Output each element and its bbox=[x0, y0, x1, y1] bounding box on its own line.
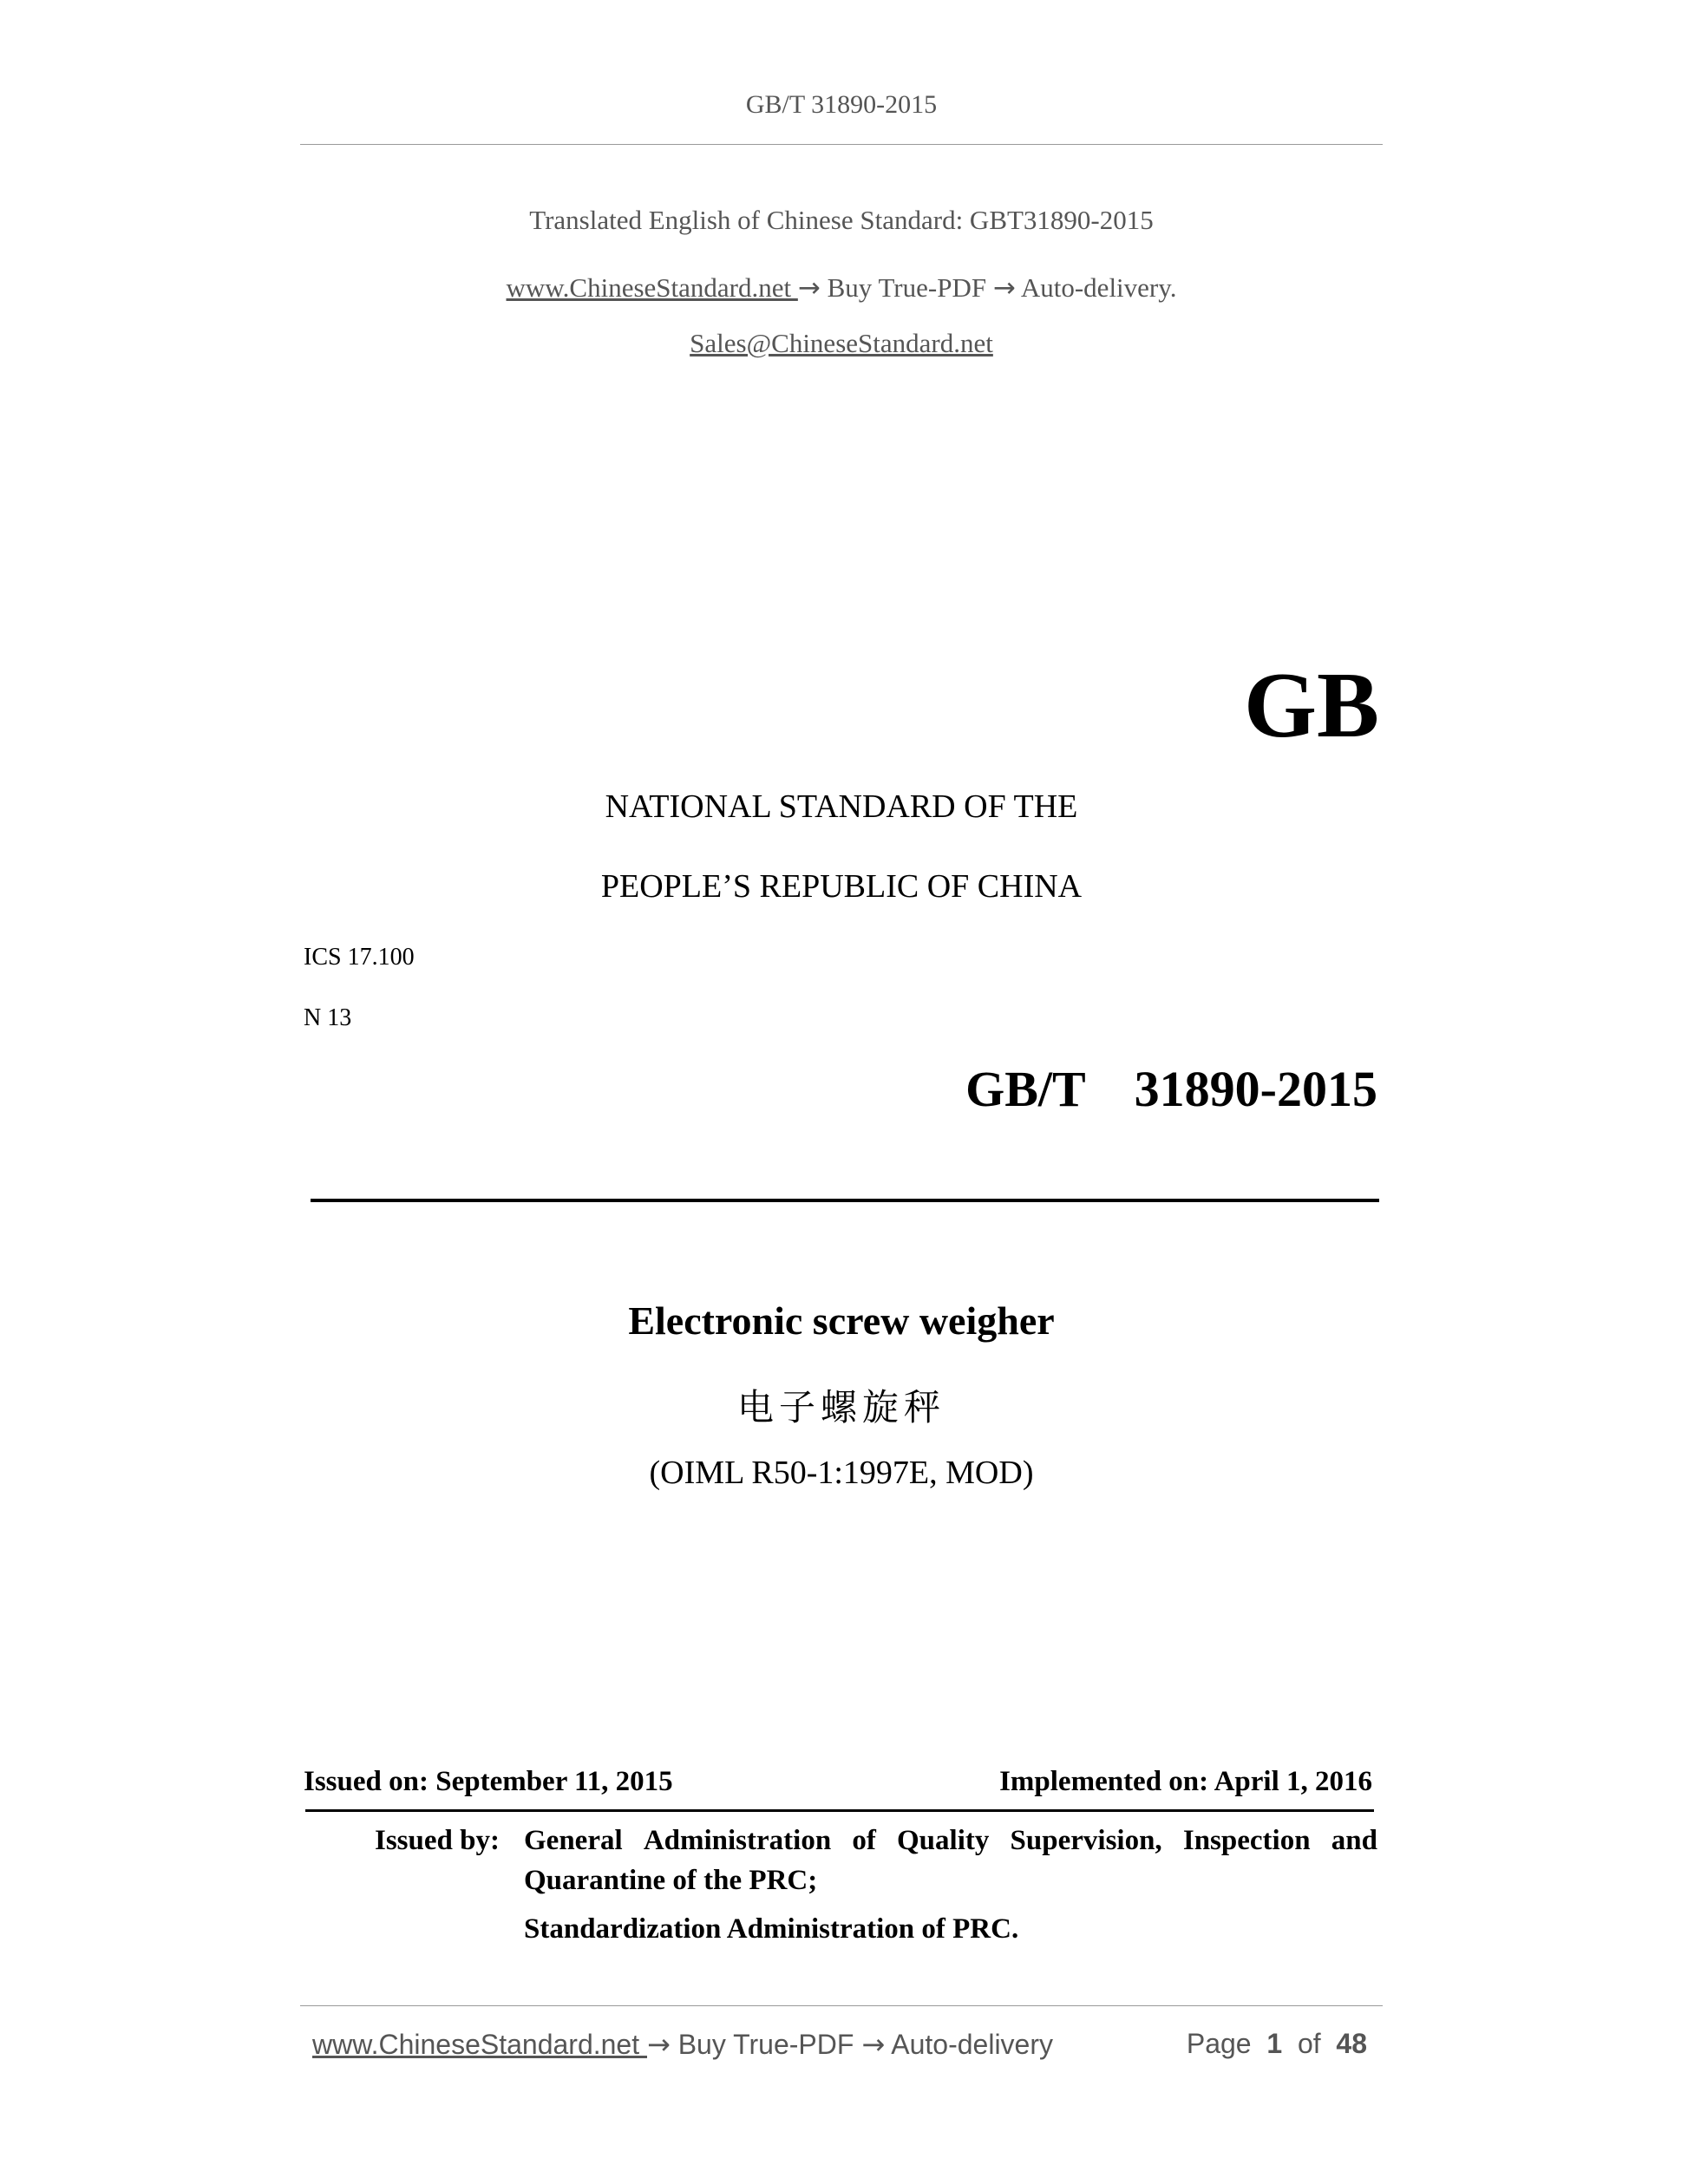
page-label: Page bbox=[1186, 2028, 1252, 2059]
ccs-code: N 13 bbox=[304, 1004, 352, 1031]
footer-delivery-text: Auto-delivery bbox=[891, 2029, 1053, 2060]
site-link[interactable]: www.ChineseStandard.net bbox=[506, 272, 798, 303]
translation-notice: Translated English of Chinese Standard: GBT31890-2015 bbox=[529, 205, 1154, 235]
issuer-word: of bbox=[852, 1825, 876, 1856]
issuer-line3: Standardization Administration of PRC. bbox=[524, 1913, 1019, 1945]
dates-divider bbox=[305, 1809, 1374, 1812]
issuer-word: Supervision, bbox=[1010, 1825, 1162, 1856]
issuer-word: General bbox=[524, 1825, 623, 1856]
sales-line bbox=[300, 328, 1383, 359]
title-chinese: 电子螺旋秤 bbox=[736, 1389, 945, 1429]
auto-delivery-text: Auto-delivery. bbox=[1020, 272, 1177, 303]
standard-number: GB/T 31890-2015 bbox=[965, 1061, 1377, 1117]
header-divider bbox=[300, 144, 1383, 145]
page-total: 48 bbox=[1336, 2028, 1367, 2059]
buy-true-pdf-text: Buy True-PDF bbox=[827, 272, 987, 303]
issuer-line1 bbox=[524, 1825, 1377, 1857]
purchase-line bbox=[300, 272, 1383, 304]
of-label: of bbox=[1297, 2028, 1321, 2059]
issued-on-date: Issued on: September 11, 2015 bbox=[304, 1766, 673, 1797]
footer-buy-text: Buy True-PDF bbox=[677, 2029, 854, 2060]
arrow-right-icon: → bbox=[992, 272, 1016, 304]
sales-email-link[interactable]: Sales@ChineseStandard.net bbox=[690, 328, 993, 358]
footer-divider bbox=[300, 2005, 1383, 2006]
gb-mark: GB bbox=[1243, 654, 1379, 757]
issuer-word: Administration bbox=[643, 1825, 832, 1856]
footer-purchase-line bbox=[312, 2028, 1053, 2061]
issuer-word: Inspection bbox=[1182, 1825, 1311, 1856]
arrow-right-icon: → bbox=[647, 2028, 671, 2061]
national-standard-line2: PEOPLE’S REPUBLIC OF CHINA bbox=[600, 868, 1083, 905]
issuer-word: Quality bbox=[897, 1825, 990, 1856]
arrow-right-icon: → bbox=[797, 272, 821, 304]
issuer-word: and bbox=[1331, 1825, 1377, 1856]
running-header: GB/T 31890-2015 bbox=[745, 90, 938, 119]
issued-by-label: Issued by: bbox=[375, 1825, 500, 1856]
page-indicator bbox=[1187, 2028, 1367, 2060]
title-english: Electronic screw weigher bbox=[628, 1298, 1055, 1343]
arrow-right-icon: → bbox=[861, 2028, 886, 2061]
national-standard-line1: NATIONAL STANDARD OF THE bbox=[605, 788, 1078, 825]
adoption-note: (OIML R50-1:1997E, MOD) bbox=[649, 1455, 1034, 1491]
issuer-line2: Quarantine of the PRC; bbox=[524, 1865, 818, 1896]
footer-site-link[interactable]: www.ChineseStandard.net bbox=[312, 2029, 647, 2060]
ics-code: ICS 17.100 bbox=[304, 944, 415, 971]
implemented-on-date: Implemented on: April 1, 2016 bbox=[999, 1766, 1372, 1797]
title-divider bbox=[311, 1199, 1379, 1202]
page-number: 1 bbox=[1266, 2028, 1283, 2059]
